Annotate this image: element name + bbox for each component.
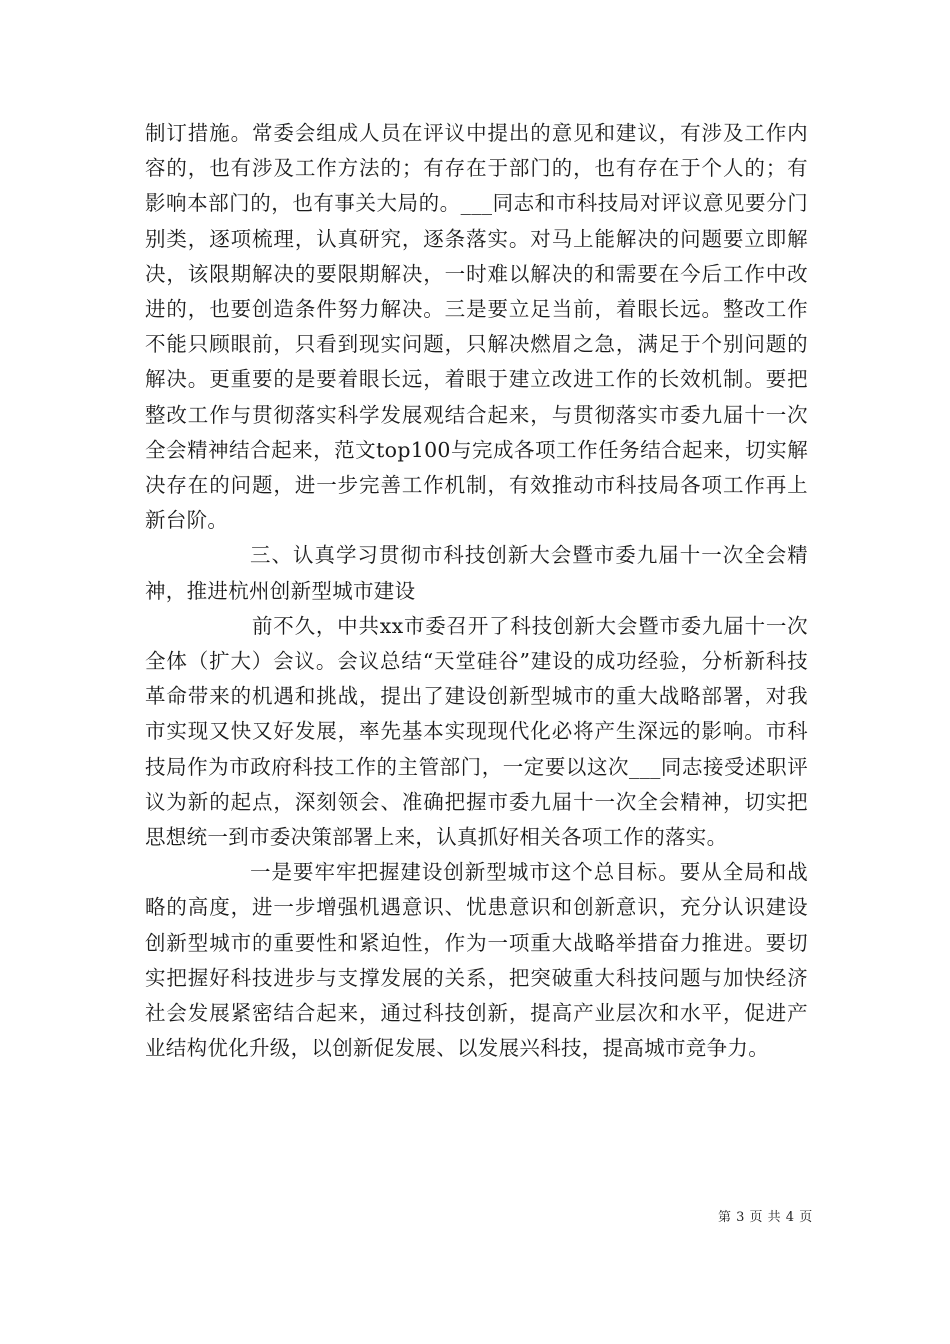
section-heading: 三、认真学习贯彻市科技创新大会暨市委九届十一次全会精神，推进杭州创新型城市建设 [145, 543, 808, 603]
paragraph-continuation: 制订措施。常委会组成人员在评议中提出的意见和建议，有涉及工作内容的，也有涉及工作方法的；有存在于部门的，也有存在于个人的；有影响本部门的，也有事关大局的。___同志和市科技局对评议意见要分门别类，逐项梳理，认真研究，逐条落实。对马上能解决的问题要立即解决，该限期解决的要限期解决，一时难以解决的和需要在今后工作中改进的，也要创造条件努力解决。三是要立足当前，着眼长远。整改工作不能只顾眼前，只看到现实问题，只解决燃眉之急，满足于个别问题的解决。更重要的是要着眼长远，着眼于建立改进工作的长效机制。要把整改工作与贯彻落实科学发展观结合起来，与贯彻落实市委九届十一次全会精神结合起来，范文top100与完成各项工作任务结合起来，切实解决存在的问题，进一步完善工作机制，有效推动市科技局各项工作再上新台阶。 [145, 121, 808, 533]
paragraph-meeting-summary: 前不久，中共xx市委召开了科技创新大会暨市委九届十一次全体（扩大）会议。会议总结“天堂硅谷”建设的成功经验，分析新科技革命带来的机遇和挑战，提出了建设创新型城市的重大战略部署，对我市实现又快又好发展，率先基本实现现代化必将产生深远的影响。市科技局作为市政府科技工作的主管部门，一定要以这次___同志接受述职评议为新的起点，深刻领会、准确把握市委九届十一次全会精神，切实把思想统一到市委决策部署上来，认真抓好相关各项工作的落实。 [145, 613, 808, 850]
paragraph-goal: 一是要牢牢把握建设创新型城市这个总目标。要从全局和战略的高度，进一步增强机遇意识、忧患意识和创新意识，充分认识建设创新型城市的重要性和紧迫性，作为一项重大战略举措奋力推进。要切实把握好科技进步与支撑发展的关系，把突破重大科技问题与加快经济社会发展紧密结合起来，通过科技创新，提高产业层次和水平，促进产业结构优化升级，以创新促发展、以发展兴科技，提高城市竞争力。 [145, 860, 808, 1061]
page-number-footer: 第 3 页 共 4 页 [718, 1210, 813, 1225]
document-body [145, 116, 808, 1066]
